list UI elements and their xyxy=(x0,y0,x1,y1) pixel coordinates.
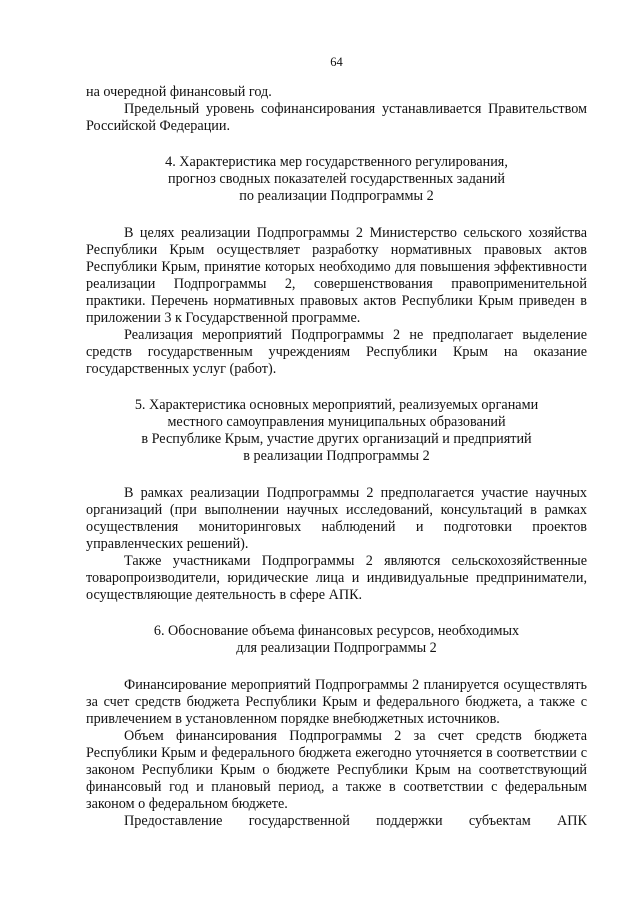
section-5-paragraph-2: Также участниками Подпрограммы 2 являются сельскохозяйственные товаропроизводители, юридические лица и индивидуальные предприниматели, осуществляющие деятельность в сфере АПК. xyxy=(86,553,587,603)
section-6-heading xyxy=(86,623,587,657)
section-4-paragraph-2: Реализация мероприятий Подпрограммы 2 не предполагает выделение средств государственным учреждениям Республики Крым на оказание государственных услуг (работ). xyxy=(86,327,587,377)
section-4-heading-line: по реализации Подпрограммы 2 xyxy=(239,188,434,204)
section-6-paragraph-1: Финансирование мероприятий Подпрограммы 2 планируется осуществлять за счет средств бюджета Республики Крым и федерального бюджета, а также с привлечением в установленном порядке внебюджетных источников. xyxy=(86,677,587,727)
section-6-heading-line: 6. Обоснование объема финансовых ресурсов, необходимых xyxy=(153,623,520,639)
section-5-heading xyxy=(86,397,587,465)
section-5-heading-line: в Республике Крым, участие других организаций и предприятий xyxy=(141,431,532,447)
section-4-heading-line: прогноз сводных показателей государственных заданий xyxy=(167,171,505,187)
intro-paragraph-1: на очередной финансовый год. xyxy=(86,84,272,100)
section-5-heading-line: 5. Характеристика основных мероприятий, реализуемых органами xyxy=(134,397,539,413)
section-4-heading xyxy=(86,154,587,205)
section-6-paragraph-2: Объем финансирования Подпрограммы 2 за счет средств бюджета Республики Крым и федерального бюджета ежегодно уточняется в соответствии с законом Республики Крым о бюджете Республики Крым на соответствующий финансовый год и плановый период, а также в соответствии с федеральным законом о федеральном бюджете. xyxy=(86,728,587,812)
intro-paragraph-2: Предельный уровень софинансирования устанавливается Правительством Российской Федерации. xyxy=(86,101,587,134)
section-5-heading-line: местного самоуправления муниципальных образований xyxy=(167,414,506,430)
page-number: 64 xyxy=(330,55,343,69)
document-body xyxy=(86,84,587,830)
section-6-paragraph-3: Предоставление государственной поддержки субъектам АПК xyxy=(124,813,587,829)
section-5-heading-line: в реализации Подпрограммы 2 xyxy=(243,448,430,464)
section-4-heading-line: 4. Характеристика мер государственного регулирования, xyxy=(165,154,508,170)
section-6-heading-line: для реализации Подпрограммы 2 xyxy=(236,640,437,656)
section-4-paragraph-1: В целях реализации Подпрограммы 2 Министерство сельского хозяйства Республики Крым осуществляет разработку нормативных правовых актов Республики Крым, принятие которых необходимо для повышения эффективности реализации Подпрограммы 2, совершенствования правоприменительной практики. Перечень нормативных правовых актов Республики Крым приведен в приложении 3 к Государственной программе. xyxy=(86,225,587,326)
section-5-paragraph-1: В рамках реализации Подпрограммы 2 предполагается участие научных организаций (при выполнении научных исследований, консультаций в рамках осуществления мониторинговых наблюдений и подготовки проектов управленческих решений). xyxy=(86,485,587,552)
